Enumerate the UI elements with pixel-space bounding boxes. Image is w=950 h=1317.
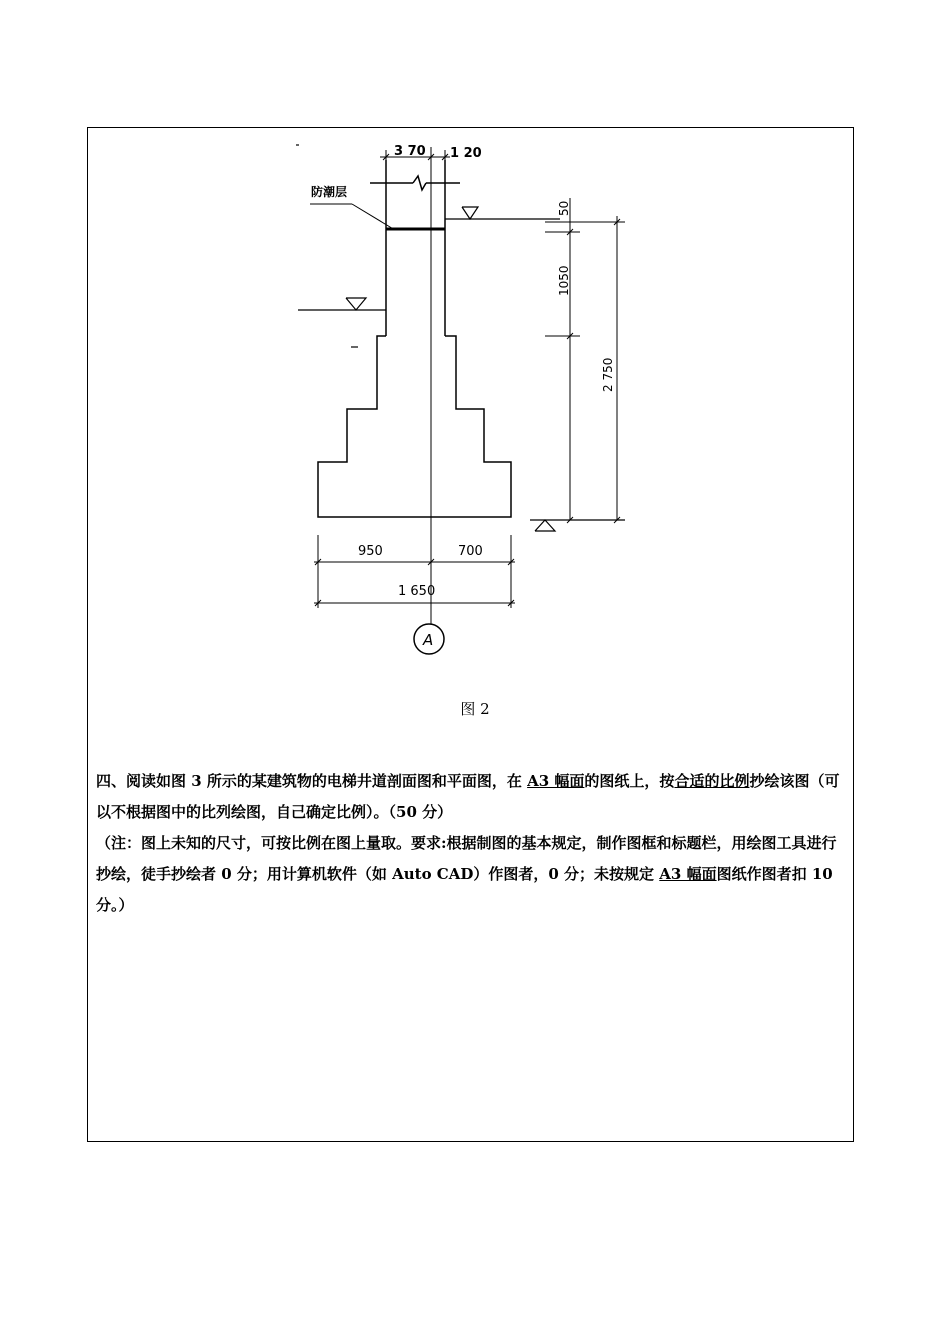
dim-2750: 2 750	[601, 357, 615, 392]
axis-label-a: A	[423, 631, 434, 649]
damp-proof-label: 防潮层	[311, 185, 348, 199]
question-paragraph-1: 四、阅读如图 3 所示的某建筑物的电梯井道剖面图和平面图，在 A3 幅面的图纸上，按合适的比例抄绘该图（可以不根据图中的比列绘图，自己确定比例）。（50 分）	[96, 772, 840, 821]
dim-top-120: 1 20	[450, 146, 482, 161]
figure-caption: 图 2	[460, 700, 490, 718]
dim-top-370: 3 70	[394, 144, 426, 159]
question-frame	[87, 127, 854, 1142]
dim-1650: 1 650	[398, 584, 436, 599]
question-text	[96, 766, 844, 921]
dim-700: 700	[458, 544, 483, 559]
question-paragraph-2: （注：图上未知的尺寸，可按比例在图上量取。要求:根据制图的基本规定，制作图框和标题栏，用绘图工具进行抄绘，徒手抄绘者 0 分；用计算机软件（如 Auto CAD）作图者，0 分；未按规定 A3 幅面图纸作图者扣 10 分。）	[96, 834, 837, 914]
dim-950: 950	[358, 544, 383, 559]
dim-50: 50	[557, 200, 571, 216]
dim-1050: 1050	[557, 265, 571, 296]
